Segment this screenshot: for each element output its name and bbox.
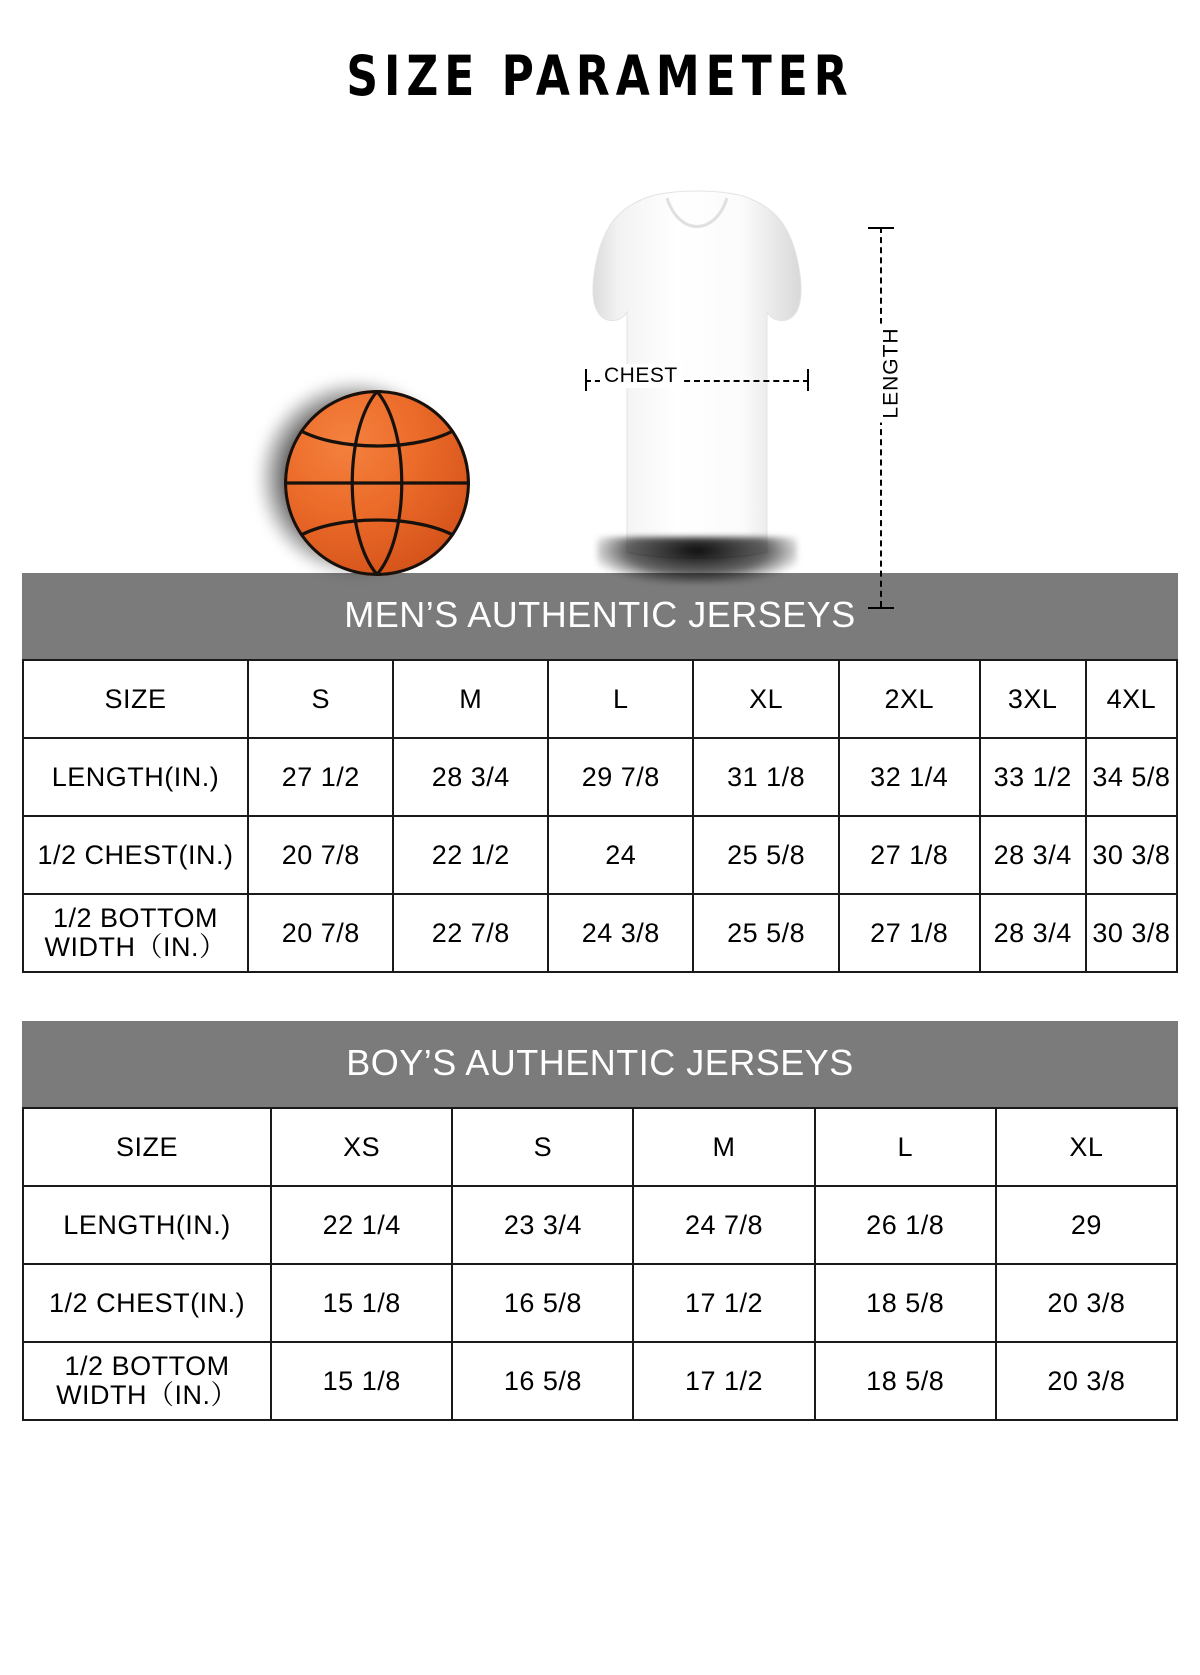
- column-header: XL: [996, 1108, 1177, 1186]
- table-cell: 27 1/8: [839, 816, 980, 894]
- column-header: M: [633, 1108, 814, 1186]
- length-label: LENGTH: [878, 323, 906, 422]
- column-header: 2XL: [839, 660, 980, 738]
- table-cell: 15 1/8: [271, 1264, 452, 1342]
- table-row: [23, 660, 1177, 738]
- table-cell: 20 3/8: [996, 1264, 1177, 1342]
- table-cell: 20 7/8: [248, 816, 393, 894]
- column-header: SIZE: [23, 660, 248, 738]
- row-header-line1: 1/2 BOTTOM: [52, 902, 219, 933]
- table-cell: 30 3/8: [1086, 816, 1177, 894]
- row-header: 1/2 CHEST(IN.): [23, 1264, 271, 1342]
- row-header: [23, 1342, 271, 1420]
- table-cell: 24 7/8: [633, 1186, 814, 1264]
- table-cell: 25 5/8: [693, 816, 838, 894]
- row-header: 1/2 CHEST(IN.): [23, 816, 248, 894]
- table-cell: 24 3/8: [548, 894, 693, 972]
- table-cell: 23 3/4: [452, 1186, 633, 1264]
- table-cell: 30 3/8: [1086, 894, 1177, 972]
- table-cell: 22 1/2: [393, 816, 548, 894]
- table-cell: 24: [548, 816, 693, 894]
- boys-section-heading: BOY’S AUTHENTIC JERSEYS: [22, 1021, 1178, 1107]
- table-row: [23, 1342, 1177, 1420]
- table-row: [23, 738, 1177, 816]
- row-header: LENGTH(IN.): [23, 738, 248, 816]
- table-cell: 31 1/8: [693, 738, 838, 816]
- basketball-seams-icon: [284, 390, 470, 576]
- table-row: [23, 1186, 1177, 1264]
- table-cell: 20 3/8: [996, 1342, 1177, 1420]
- table-row: [23, 894, 1177, 972]
- column-header: XS: [271, 1108, 452, 1186]
- table-cell: 18 5/8: [815, 1264, 996, 1342]
- chest-label: CHEST: [600, 364, 682, 388]
- row-header-line2: WIDTH（IN.）: [56, 1380, 239, 1410]
- table-cell: 28 3/4: [980, 816, 1086, 894]
- mens-jerseys-section: [22, 573, 1178, 973]
- column-header: XL: [693, 660, 838, 738]
- table-cell: 25 5/8: [693, 894, 838, 972]
- table-cell: 17 1/2: [633, 1342, 814, 1420]
- chest-measure-cap-left: [585, 369, 587, 391]
- table-row: [23, 816, 1177, 894]
- row-header: [23, 894, 248, 972]
- column-header: M: [393, 660, 548, 738]
- table-cell: 28 3/4: [393, 738, 548, 816]
- column-header: L: [815, 1108, 996, 1186]
- table-cell: 28 3/4: [980, 894, 1086, 972]
- chest-measure-cap-right: [807, 369, 809, 391]
- table-cell: 32 1/4: [839, 738, 980, 816]
- table-cell: 33 1/2: [980, 738, 1086, 816]
- table-cell: 26 1/8: [815, 1186, 996, 1264]
- row-header: LENGTH(IN.): [23, 1186, 271, 1264]
- table-row: [23, 1264, 1177, 1342]
- table-cell: 27 1/2: [248, 738, 393, 816]
- table-cell: 27 1/8: [839, 894, 980, 972]
- row-header-line1: 1/2 BOTTOM: [64, 1350, 230, 1381]
- column-header: 4XL: [1086, 660, 1177, 738]
- length-measure-cap-top: [868, 227, 894, 229]
- boys-size-table: [22, 1107, 1178, 1421]
- table-row: [23, 1108, 1177, 1186]
- illustration-area: [22, 97, 1178, 567]
- page-title: SIZE PARAMETER: [346, 45, 854, 109]
- basketball-icon: [254, 362, 474, 582]
- column-header: L: [548, 660, 693, 738]
- table-cell: 29: [996, 1186, 1177, 1264]
- table-cell: 22 1/4: [271, 1186, 452, 1264]
- table-cell: 34 5/8: [1086, 738, 1177, 816]
- table-cell: 16 5/8: [452, 1264, 633, 1342]
- table-cell: 18 5/8: [815, 1342, 996, 1420]
- jersey-shadow: [597, 537, 797, 583]
- table-cell: 17 1/2: [633, 1264, 814, 1342]
- table-cell: 16 5/8: [452, 1342, 633, 1420]
- column-header: 3XL: [980, 660, 1086, 738]
- basketball-sphere: [284, 390, 470, 576]
- length-measure-cap-bottom: [868, 607, 894, 609]
- column-header: SIZE: [23, 1108, 271, 1186]
- mens-section-heading: MEN’S AUTHENTIC JERSEYS: [22, 573, 1178, 659]
- table-cell: 20 7/8: [248, 894, 393, 972]
- table-cell: 22 7/8: [393, 894, 548, 972]
- row-header-line2: WIDTH（IN.）: [44, 932, 227, 962]
- column-header: S: [452, 1108, 633, 1186]
- mens-size-table: [22, 659, 1178, 973]
- table-cell: 29 7/8: [548, 738, 693, 816]
- column-header: S: [248, 660, 393, 738]
- table-cell: 15 1/8: [271, 1342, 452, 1420]
- section-spacer: [22, 973, 1178, 1015]
- boys-jerseys-section: [22, 1021, 1178, 1421]
